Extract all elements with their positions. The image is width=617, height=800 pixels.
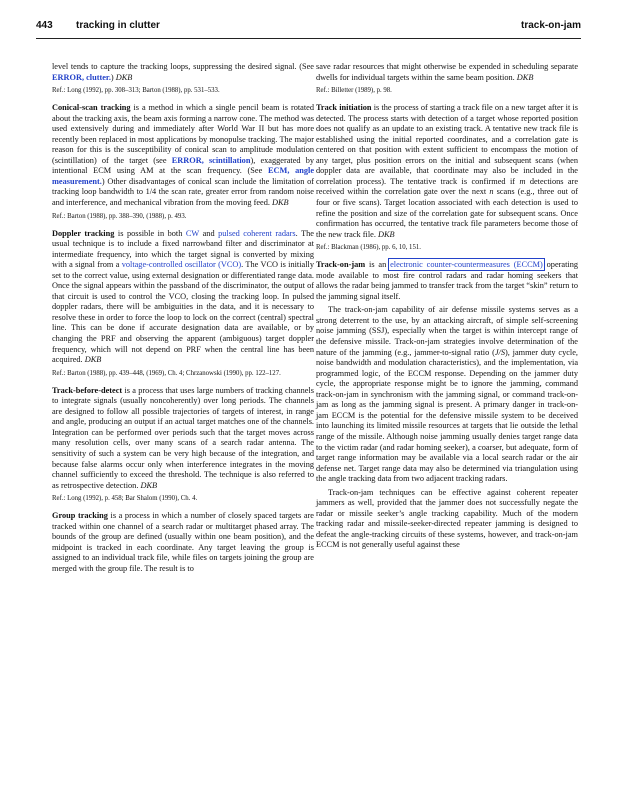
paragraph: The track-on-jam capability of air defense missile systems serves as a strong deterrent to the use, by an attacking aircraft, of simple self-screening noise jamming (SSJ), especially when the target is within intercept range of the defensive missile. Track-on-jam strategies involve determination of the nature of the jamming (e.g., jammer-to-signal ratio (J/S), jammer duty cycle, noise bandwidth and modulation characteristics), and the implementation, via programmed logic, of the ECCM response. Depending on the jammer duty cycle, the appropriate response might be to ignore the jamming, command track-on-jam in synchronism with the jamming signal, or command track-on-jam as long as the jamming signal is present. A primary danger in track-on-jam ECCM is the potential for the defensive missile system to be deceived into launching its limited missile resources at targets that lie outside the lethal range of the missile. Although noise jamming usually denies target range data to the victim radar (and radar homing seeker), a coarser, but adequate, form of target range information may be available via a local search radar or the air defense net. Target range data may also be determined via triangulation using the angle tracking data from two adjacent tracking radars. [316,305,578,484]
right-running-head: track-on-jam [520,20,581,31]
entry-term: Doppler tracking [52,228,115,238]
running-header [36,20,581,34]
link-error-clutter[interactable]: ERROR, clutter. [52,72,111,82]
entry-group-tracking: Group tracking is a process in which a number of closely spaced targets are tracked within one channel of a search radar or multitarget phased array. The bounds of the group are defined (usually within one beam position), and the midpoint is tracked in each coordinate. Any target leaving the group is assigned to an individual track file, while files on targets joining the group are merged with the group file. The result is to [52,511,314,573]
link-error-scintillation[interactable]: ERROR, scintillation [171,155,251,165]
author-initials: DKB [84,355,102,365]
left-column [52,62,314,577]
reference: Ref.: Billetter (1989), p. 98. [316,87,392,95]
author-initials: DKB [377,229,395,239]
entry-term: Track-before-detect [52,385,123,395]
reference: Ref.: Long (1992), p. 458; Bar Shalom (1990), Ch. 4. [52,495,198,503]
link-pulsed-coherent-radars[interactable]: pulsed coherent radars [218,228,296,238]
header-rule [36,38,581,39]
link-vco[interactable]: voltage-controlled oscillator (VCO) [121,260,242,270]
link-eccm[interactable]: electronic counter-countermeasures (ECCM) [390,260,543,270]
paragraph: Track-on-jam techniques can be effective against coherent repeater jammers as well, provided that the jammer does not successfully negate the radar or missile seeker’s angle tracking capability. Much of the modern tracking radar and missile-seeker-directed repeater jamming is designed to defeat the angle-tracking circuits of these systems, however, and track-on-jam ECCM is not generally useful against these [316,487,578,550]
entry-term: Conical-scan tracking [52,103,131,113]
author-initials: DKB [516,72,534,82]
link-ecm-angle-measurement[interactable]: ECM, angle measurement. [52,166,314,186]
entry-track-initiation: Track initiation is the process of starting a track file on a new target after it is detected. The process starts with detection of a target whose reported position does not qualify as an update to an existing track. A tentative new track file is established using the initial reported coordinates, and a correlation gate is centered on that position with extent sufficient to encompass the motion of any target, plus position errors on the initial and subsequent scans (when doppler data are available, that coordinate may also be included in the correlation process). The tentative track is confirmed if m detections are received within the correlation gate over the next n scans (e.g., three out of four or five scans). Target location associated with each detection is used to refine the position and size of the correlation gate for subsequent scans. Once confirmation has occurred, the tentative track file parameters become those of the new track file. DKB [316,103,578,239]
reference: Ref.: Barton (1988), pp. 439–448, (1969), Ch. 4; Chrzanowski (1990), pp. 122–127. [52,369,281,377]
entry-track-before-detect: Track-before-detect is a process that uses large numbers of tracking channels to integrate signals (usually noncoherently) over long periods. The channels are designed to follow all possible trajectories of targets of interest, in range and angle, producing an output if an actual target matches one of the channels. Integration can be performed over periods such that the target moves across many resolution cells, over many scans of a search radar antenna. The sensitivity of such a system can be very high because of the integration, and because false alarms occur only when interference integrates in the moving channel sufficiently to exceed the threshold. The technique is also referred to as retrospective detection. DKB [52,385,314,490]
right-column [316,62,578,554]
link-cw[interactable]: CW [185,228,200,238]
author-initials: DKB [140,480,158,490]
entry-term: Group tracking [52,511,108,521]
reference: Ref.: Long (1992), pp. 308–313; Barton (1988), pp. 531–533. [52,87,220,95]
section-title: tracking in clutter [76,20,160,31]
entry-term: Track-on-jam [316,260,366,270]
page-number: 443 [36,20,53,31]
paragraph: save radar resources that might otherwise be expended in scheduling separate dwells for individual targets within the same beam position. DKB [316,62,578,82]
author-initials: DKB [115,72,133,82]
entry-track-on-jam: Track-on-jam is an electronic counter-countermeasures (ECCM) operating mode available to most fire control radars and radar homing seekers that allows the radar being jammed to transfer track from the target “skin” return to the jamming signal itself. [316,260,578,301]
entry-conical-scan: Conical-scan tracking is a method in which a single pencil beam is rotated about the tracking axis, the beam axis forming a narrow cone. The method was used extensively during and immediately after World War II but has more recently been replaced in most applications by monopulse tracking. The major reason for this is the susceptibility of conical scan to amplitude modulation (scintillation) of the target (see ERROR, scintillation), exaggerated by intentional ECM using AM at the scan frequency. (See ECM, angle measurement.) Other disadvantages of conical scan include the limitation of tracking loop bandwidth to 1/4 the scan rate, greater error from random noise and interference, and mechanical vibration from the moving feed. DKB [52,103,314,208]
entry-doppler-tracking: Doppler tracking is possible in both CW and pulsed coherent radars. The usual technique is to include a fixed narrowband filter and discriminator at intermediate frequency, into which the target signal is converted by mixing with a signal from a voltage-controlled oscillator (VCO). The VCO is initially set to the correct value, using external designation or differentiated range data. Once the signal appears within the passband of the discriminator, the output of that circuit is used to control the VCO, closing the tracking loop. In pulsed doppler radars, there will be ambiguities in the data, and it is necessary to resolve these in order to force the loop to lock on the correct (central) spectral line. This can be done if accurate designation data are available, or by changing the PRF and observing the apparent (ambiguous) target doppler frequency, which will not depend on PRF when the central line has been acquired. DKB [52,228,314,365]
reference: Ref.: Barton (1988), pp. 388–390, (1988), p. 493. [52,212,187,220]
author-initials: DKB [272,198,289,208]
reference: Ref.: Blackman (1986), pp. 6, 10, 151. [316,244,421,252]
paragraph: level tends to capture the tracking loops, suppressing the desired signal. (See ERROR, clutter.) DKB [52,62,314,82]
entry-term: Track initiation [316,103,372,113]
